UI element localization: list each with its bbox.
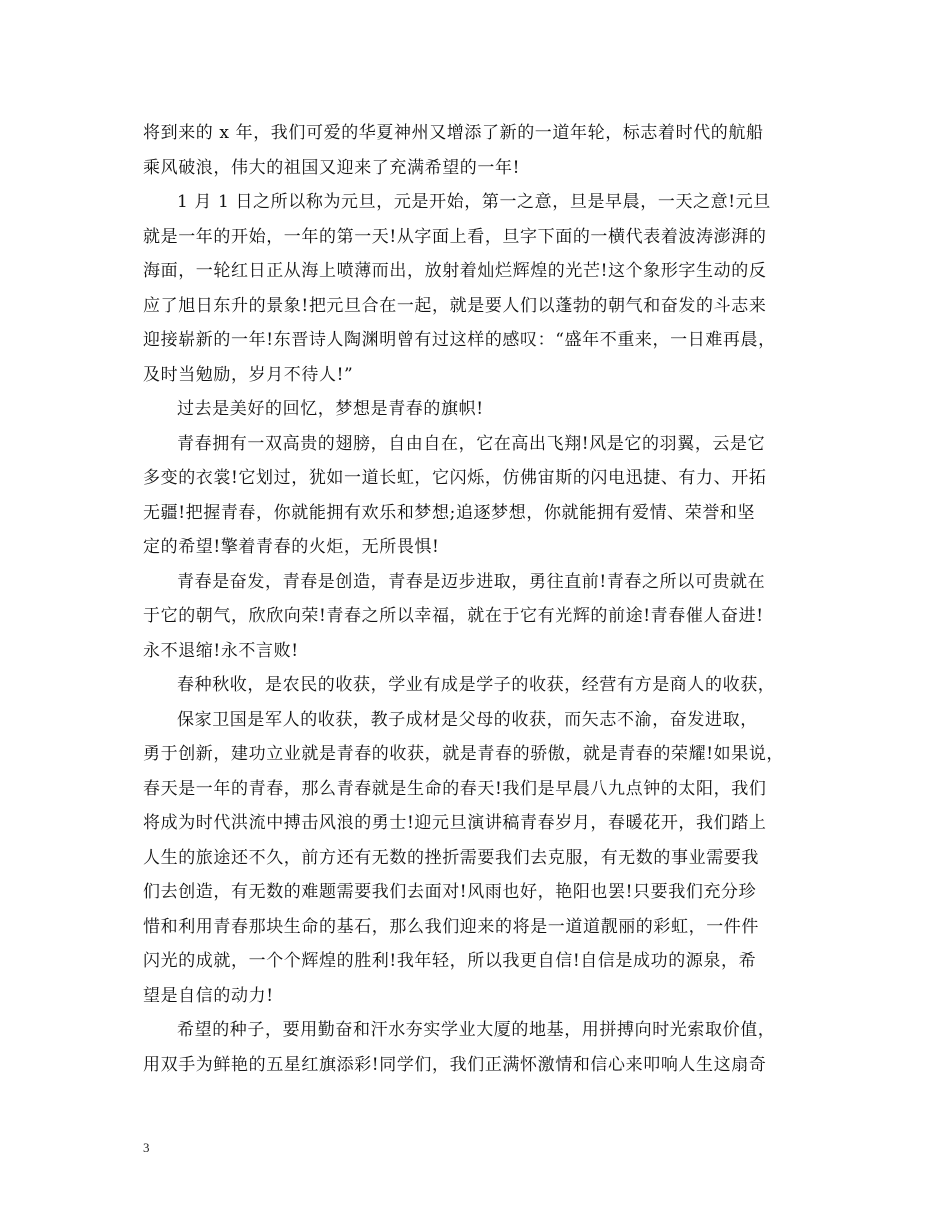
text-line: 春种秋收，是农民的收获，学业有成是学子的收获，经营有方是商人的收获， [177, 675, 776, 695]
text-line: 们去创造，有无数的难题需要我们去面对!风雨也好，艳阳也罢!只要我们充分珍 [143, 882, 757, 902]
text-line: 惜和利用青春那块生命的基石，那么我们迎来的将是一道道靓丽的彩虹，一件件 [143, 916, 759, 937]
text-line: 及时当勉励，岁月不待人!” [143, 364, 354, 385]
text-line: 定的希望!擎着青春的火炬，无所畏惧! [143, 537, 440, 557]
text-line: 海面，一轮红日正从海上喷薄而出，放射着灿烂辉煌的光芒!这个象形字生动的反 [143, 261, 767, 281]
text-line: 无疆!把握青春，你就能拥有欢乐和梦想;追逐梦想，你就能拥有爱情、荣誉和坚 [143, 502, 756, 523]
text-line: 就是一年的开始，一年的第一天!从字面上看，旦字下面的一横代表着波涛澎湃的 [143, 226, 767, 247]
text-line: 人生的旅途还不久，前方还有无数的挫折需要我们去克服，有无数的事业需要我 [143, 847, 759, 868]
text-line: 将到来的 x 年，我们可爱的华夏神州又增添了新的一道年轮，标志着时代的航船 [143, 123, 764, 143]
text-line: 勇于创新，建功立业就是青春的收获，就是青春的骄傲，就是青春的荣耀!如果说， [143, 744, 785, 764]
page-number: 3 [143, 1140, 150, 1155]
text-line: 青春拥有一双高贵的翅膀，自由自在，它在高出飞翔!风是它的羽翼，云是它 [177, 433, 766, 454]
text-line: 多变的衣裳!它划过，犹如一道长虹，它闪烁，仿佛宙斯的闪电迅捷、有力、开拓 [143, 468, 767, 488]
text-line: 乘风破浪，伟大的祖国又迎来了充满希望的一年! [143, 157, 521, 178]
text-line: 保家卫国是军人的收获，教子成材是父母的收获，而矢志不渝，奋发进取， [177, 709, 758, 730]
text-line: 希望的种子，要用勤奋和汗水夯实学业大厦的地基，用拼搏向时光索取价值， [177, 1020, 776, 1040]
body-text [143, 116, 828, 1082]
text-line: 永不退缩!永不言败! [143, 640, 299, 661]
text-line: 望是自信的动力! [143, 985, 274, 1006]
text-line: 闪光的成就，一个个辉煌的胜利!我年轻，所以我更自信!自信是成功的源泉，希 [143, 951, 757, 971]
text-line: 迎接崭新的一年!东晋诗人陶渊明曾有过这样的感叹：“盛年不重来，一日难再晨， [143, 330, 776, 350]
text-line: 用双手为鲜艳的五星红旗添彩!同学们，我们正满怀激情和信心来叩响人生这扇奇 [143, 1054, 767, 1075]
text-line: 应了旭日东升的景象!把元旦合在一起，就是要人们以蓬勃的朝气和奋发的斗志来 [143, 295, 767, 316]
text-line: 青春是奋发，青春是创造，青春是迈步进取，勇往直前!青春之所以可贵就在 [177, 571, 766, 592]
text-line: 春天是一年的青春，那么青春就是生命的春天!我们是早晨八九点钟的太阳，我们 [143, 778, 767, 799]
text-line: 1 月 1 日之所以称为元旦，元是开始，第一之意，旦是早晨，一天之意!元旦 [177, 192, 771, 212]
text-line: 过去是美好的回忆，梦想是青春的旗帜! [177, 399, 484, 419]
text-line: 于它的朝气，欣欣向荣!青春之所以幸福，就在于它有光辉的前途!青春催人奋进! [143, 606, 764, 626]
text-line: 将成为时代洪流中搏击风浪的勇士!迎元旦演讲稿青春岁月，春暖花开，我们踏上 [143, 813, 767, 833]
